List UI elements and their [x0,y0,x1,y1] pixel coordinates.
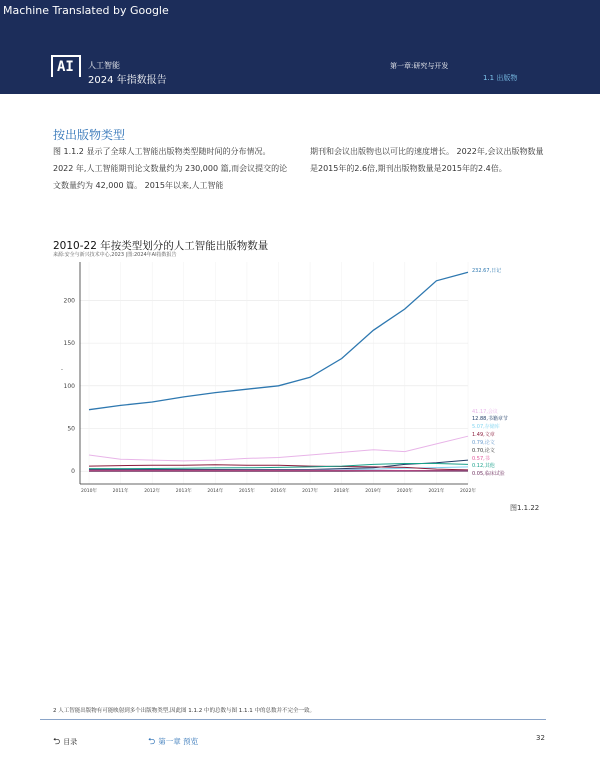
series-end-label: 0.12,其他 [472,463,495,469]
x-tick-label: 2011年 [112,489,129,494]
series-end-label: 41.17,会议 [472,409,498,415]
machine-translation-note: Machine Translated by Google [3,4,169,17]
back-arrow-icon: ⮌ [148,737,156,747]
toc-label: 目录 [63,738,78,746]
x-tick-label: 2020年 [396,489,413,494]
y-tick-label: 100 [63,382,75,390]
x-tick-label: 2022年 [460,489,476,494]
x-tick-label: 2018年 [333,489,350,494]
x-tick-label: 2012年 [144,489,161,494]
chapter-preview-label: 第一章 预览 [158,737,199,746]
x-tick-label: 2015年 [238,489,255,494]
section-label[interactable]: 1.1 出版物 [483,74,518,82]
y-axis-label: · [60,366,64,374]
report-title: 2024 年指数报告 [88,75,167,86]
series-end-label: 0.05,临床试验 [472,471,505,477]
toc-link[interactable] [53,734,77,750]
x-tick-label: 2013年 [175,489,192,494]
series-end-label: 232.67,日记 [472,268,502,274]
series-end-label: 1.49,文章 [472,432,495,438]
x-tick-label: 2010年 [81,489,97,494]
chart-series-labels [472,267,508,477]
page-number: 32 [536,734,545,742]
back-arrow-icon: ⮌ [53,737,61,747]
chart-title: 2010-22 年按类型划分的人工智能出版物数量 [53,240,269,252]
chapter-preview-link[interactable] [148,734,198,750]
series-end-label: 12.88,书籍章节 [472,416,508,422]
y-tick-label: 50 [67,425,75,433]
x-tick-label: 2016年 [270,489,287,494]
x-tick-label: 2021年 [428,489,445,494]
paragraph-right: 期刊和会议出版物也以可比的速度增长。 2022年,会议出版物数量是2015年的2.6倍,期刊出版物数量是2015年的2.4倍。 [310,147,544,173]
y-tick-label: 200 [63,297,75,305]
series-end-label: 5.07,存储库 [472,424,500,430]
x-tick-label: 2017年 [302,489,319,494]
series-end-label: 0.70,论文 [472,448,495,454]
logo-text: AI [57,59,74,75]
org-name: 人工智能 [88,61,120,70]
figure-number: 图1.1.22 [510,504,540,512]
chart-source: 来源:安全与新兴技术中心,2023 |图:2024年AI指数报告 [53,252,177,258]
x-tick-label: 2014年 [207,489,224,494]
paragraph-left: 图 1.1.2 显示了全球人工智能出版物类型随时间的分布情况。 2022 年,人工智能期刊论文数量约为 230,000 篇,而会议提交的论文数量约为 42,000 篇。 2015年以来,人工智能 [53,147,288,190]
series-end-label: 0.57,书 [472,456,490,462]
y-tick-label: 0 [71,468,75,476]
footer-divider [40,719,546,720]
section-heading: 按出版物类型 [53,128,126,142]
y-tick-label: 150 [63,340,75,348]
chapter-label[interactable]: 第一章:研究与开发 [390,62,449,70]
footnote: 2 人工智能出版物有可能映射到多个出版物类型,因此图 1.1.2 中的总数与图 1.1.1 中的总数并不完全一致。 [53,708,315,714]
x-tick-label: 2019年 [365,489,382,494]
series-end-label: 0.79,论文 [472,440,495,446]
